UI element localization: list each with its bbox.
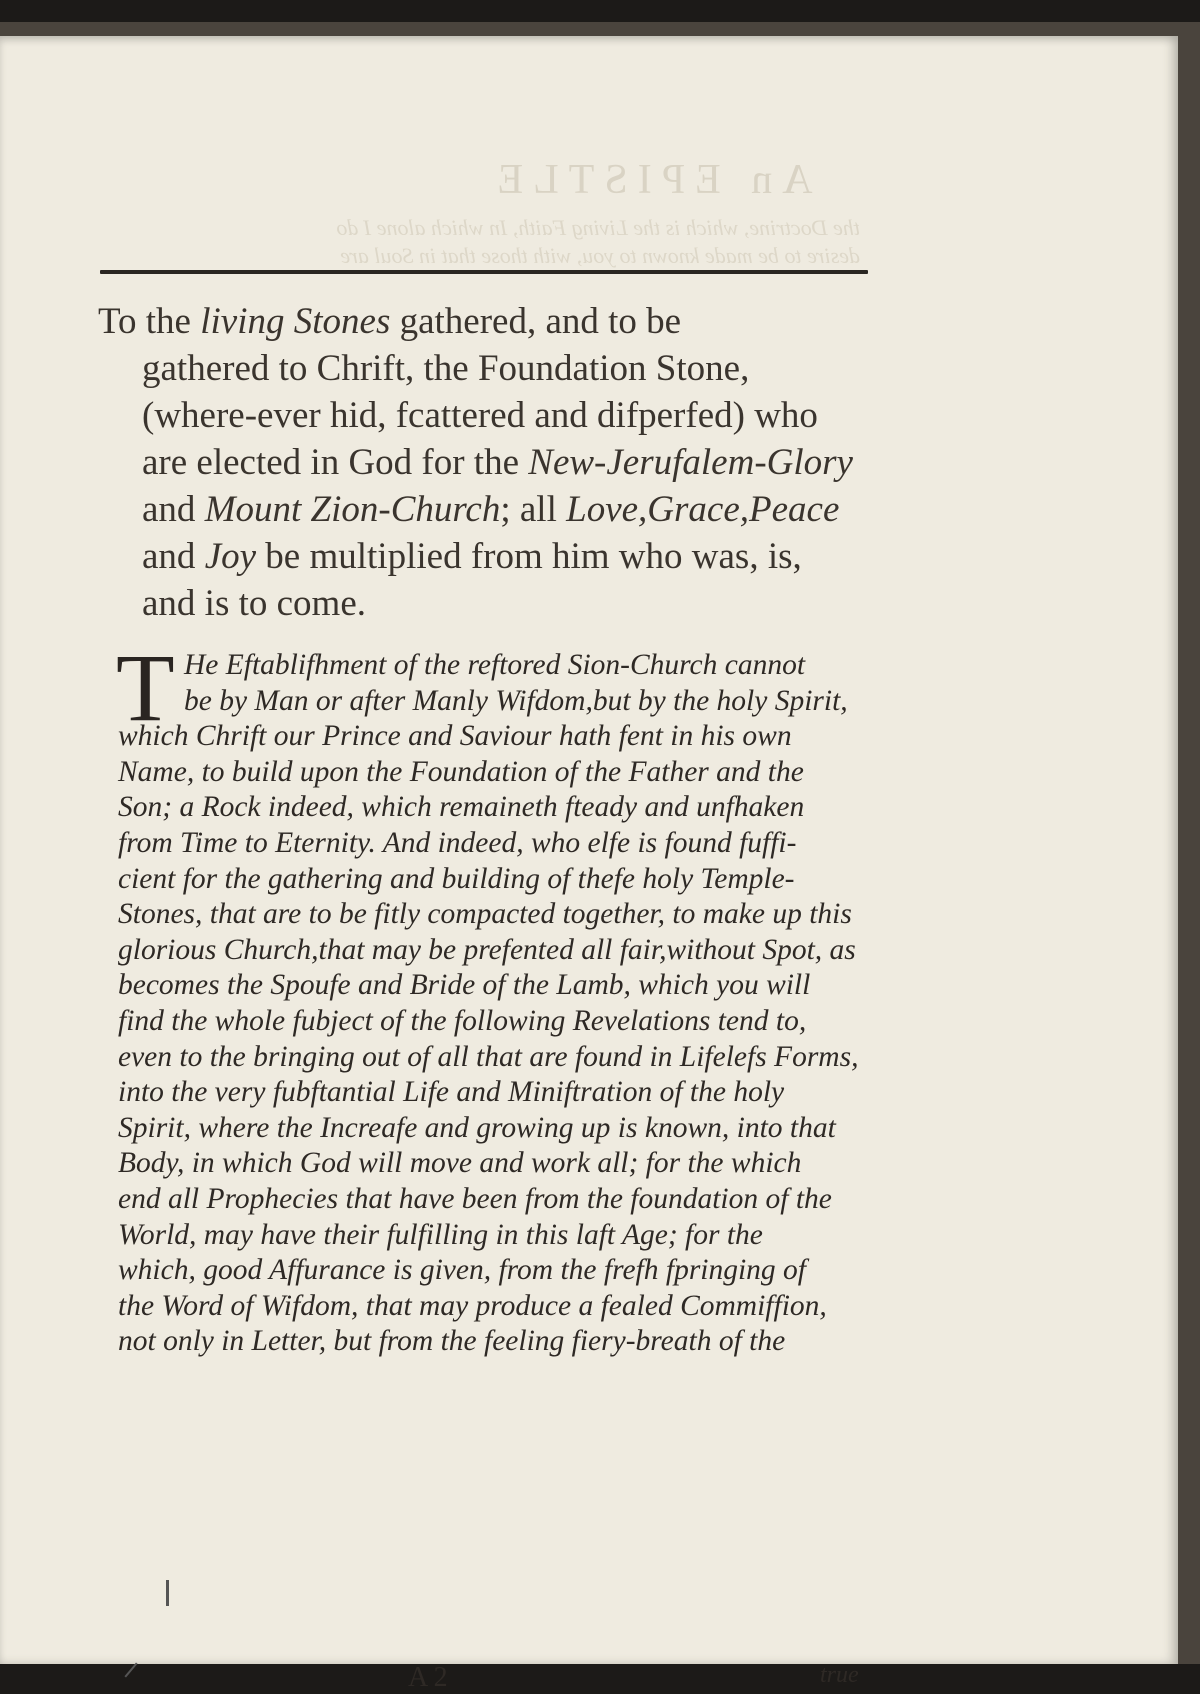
heading-line: and Joy be multiplied from him who was, is, (142, 536, 802, 577)
heading-line: gathered to Chrift, the Foundation Stone, (142, 348, 750, 389)
body-line: cient for the gathering and building of thefe holy Temple- (118, 862, 795, 895)
dedication-heading (98, 298, 888, 627)
heading-line: and Mount Zion-Church; all Love,Grace,Peace (142, 489, 840, 530)
body-line: glorious Church,that may be prefented all fair,without Spot, as (118, 933, 856, 966)
body-line: which, good Affurance is given, from the frefh fpringing of (118, 1254, 807, 1287)
heading-line: and is to come. (142, 583, 367, 624)
body-line: Son; a Rock indeed, which remaineth fteady and unfhaken (118, 791, 805, 824)
body-line: Name, to build upon the Foundation of the Father and the (118, 755, 804, 788)
heading-line: (where-ever hid, fcattered and difperfed) who (142, 395, 818, 436)
body-line: into the very fubftantial Life and Miniftration of the holy (118, 1076, 785, 1109)
pencil-mark (166, 1580, 169, 1606)
body-line: even to the bringing out of all that are found in Lifelefs Forms, (118, 1040, 859, 1073)
pencil-mark (124, 1662, 137, 1677)
body-line: Stones, that are to be fitly compacted together, to make up this (118, 898, 852, 931)
bleed-through-text: the Doctrine, which is the Living Faith, In which alone I do desire to be made known to you, with those that in Soul are (336, 215, 860, 268)
body-line: He Eftablifhment of the reftored Sion-Church cannot (184, 649, 806, 681)
body-line: World, may have their fulfilling in this laft Age; for the (118, 1218, 763, 1251)
body-line: Spirit, where the Increafe and growing up is known, into that (118, 1111, 836, 1144)
body-line: not only in Letter, but from the feeling fiery-breath of the (118, 1325, 786, 1358)
body-line: becomes the Spoufe and Bride of the Lamb, which you will (118, 969, 811, 1002)
body-line: Body, in which God will move and work all; for the which (118, 1147, 802, 1180)
book-page (0, 36, 1178, 1693)
body-line: from Time to Eternity. And indeed, who elfe is found fuffi- (118, 826, 797, 859)
body-line: find the whole fubject of the following Revelations tend to, (118, 1004, 807, 1037)
signature-mark: A 2 (408, 1662, 448, 1693)
drop-cap: T (116, 634, 175, 741)
bleed-through-title: An EPISTLE (487, 157, 813, 203)
body-line: be by Man or after Manly Wifdom,but by the holy Spirit, (184, 684, 848, 717)
heading-line: are elected in God for the New-Jerufalem-Glory (142, 442, 853, 483)
body-line: which Chrift our Prince and Saviour hath fent in his own (118, 720, 792, 753)
epistle-body (116, 634, 888, 1360)
body-line: the Word of Wifdom, that may produce a fealed Commiffion, (118, 1289, 827, 1322)
catchword: true (820, 1662, 859, 1688)
heading-line: To the living Stones gathered, and to be (98, 301, 682, 342)
body-line: end all Prophecies that have been from the foundation of the (118, 1182, 832, 1215)
header-rule (100, 270, 868, 274)
